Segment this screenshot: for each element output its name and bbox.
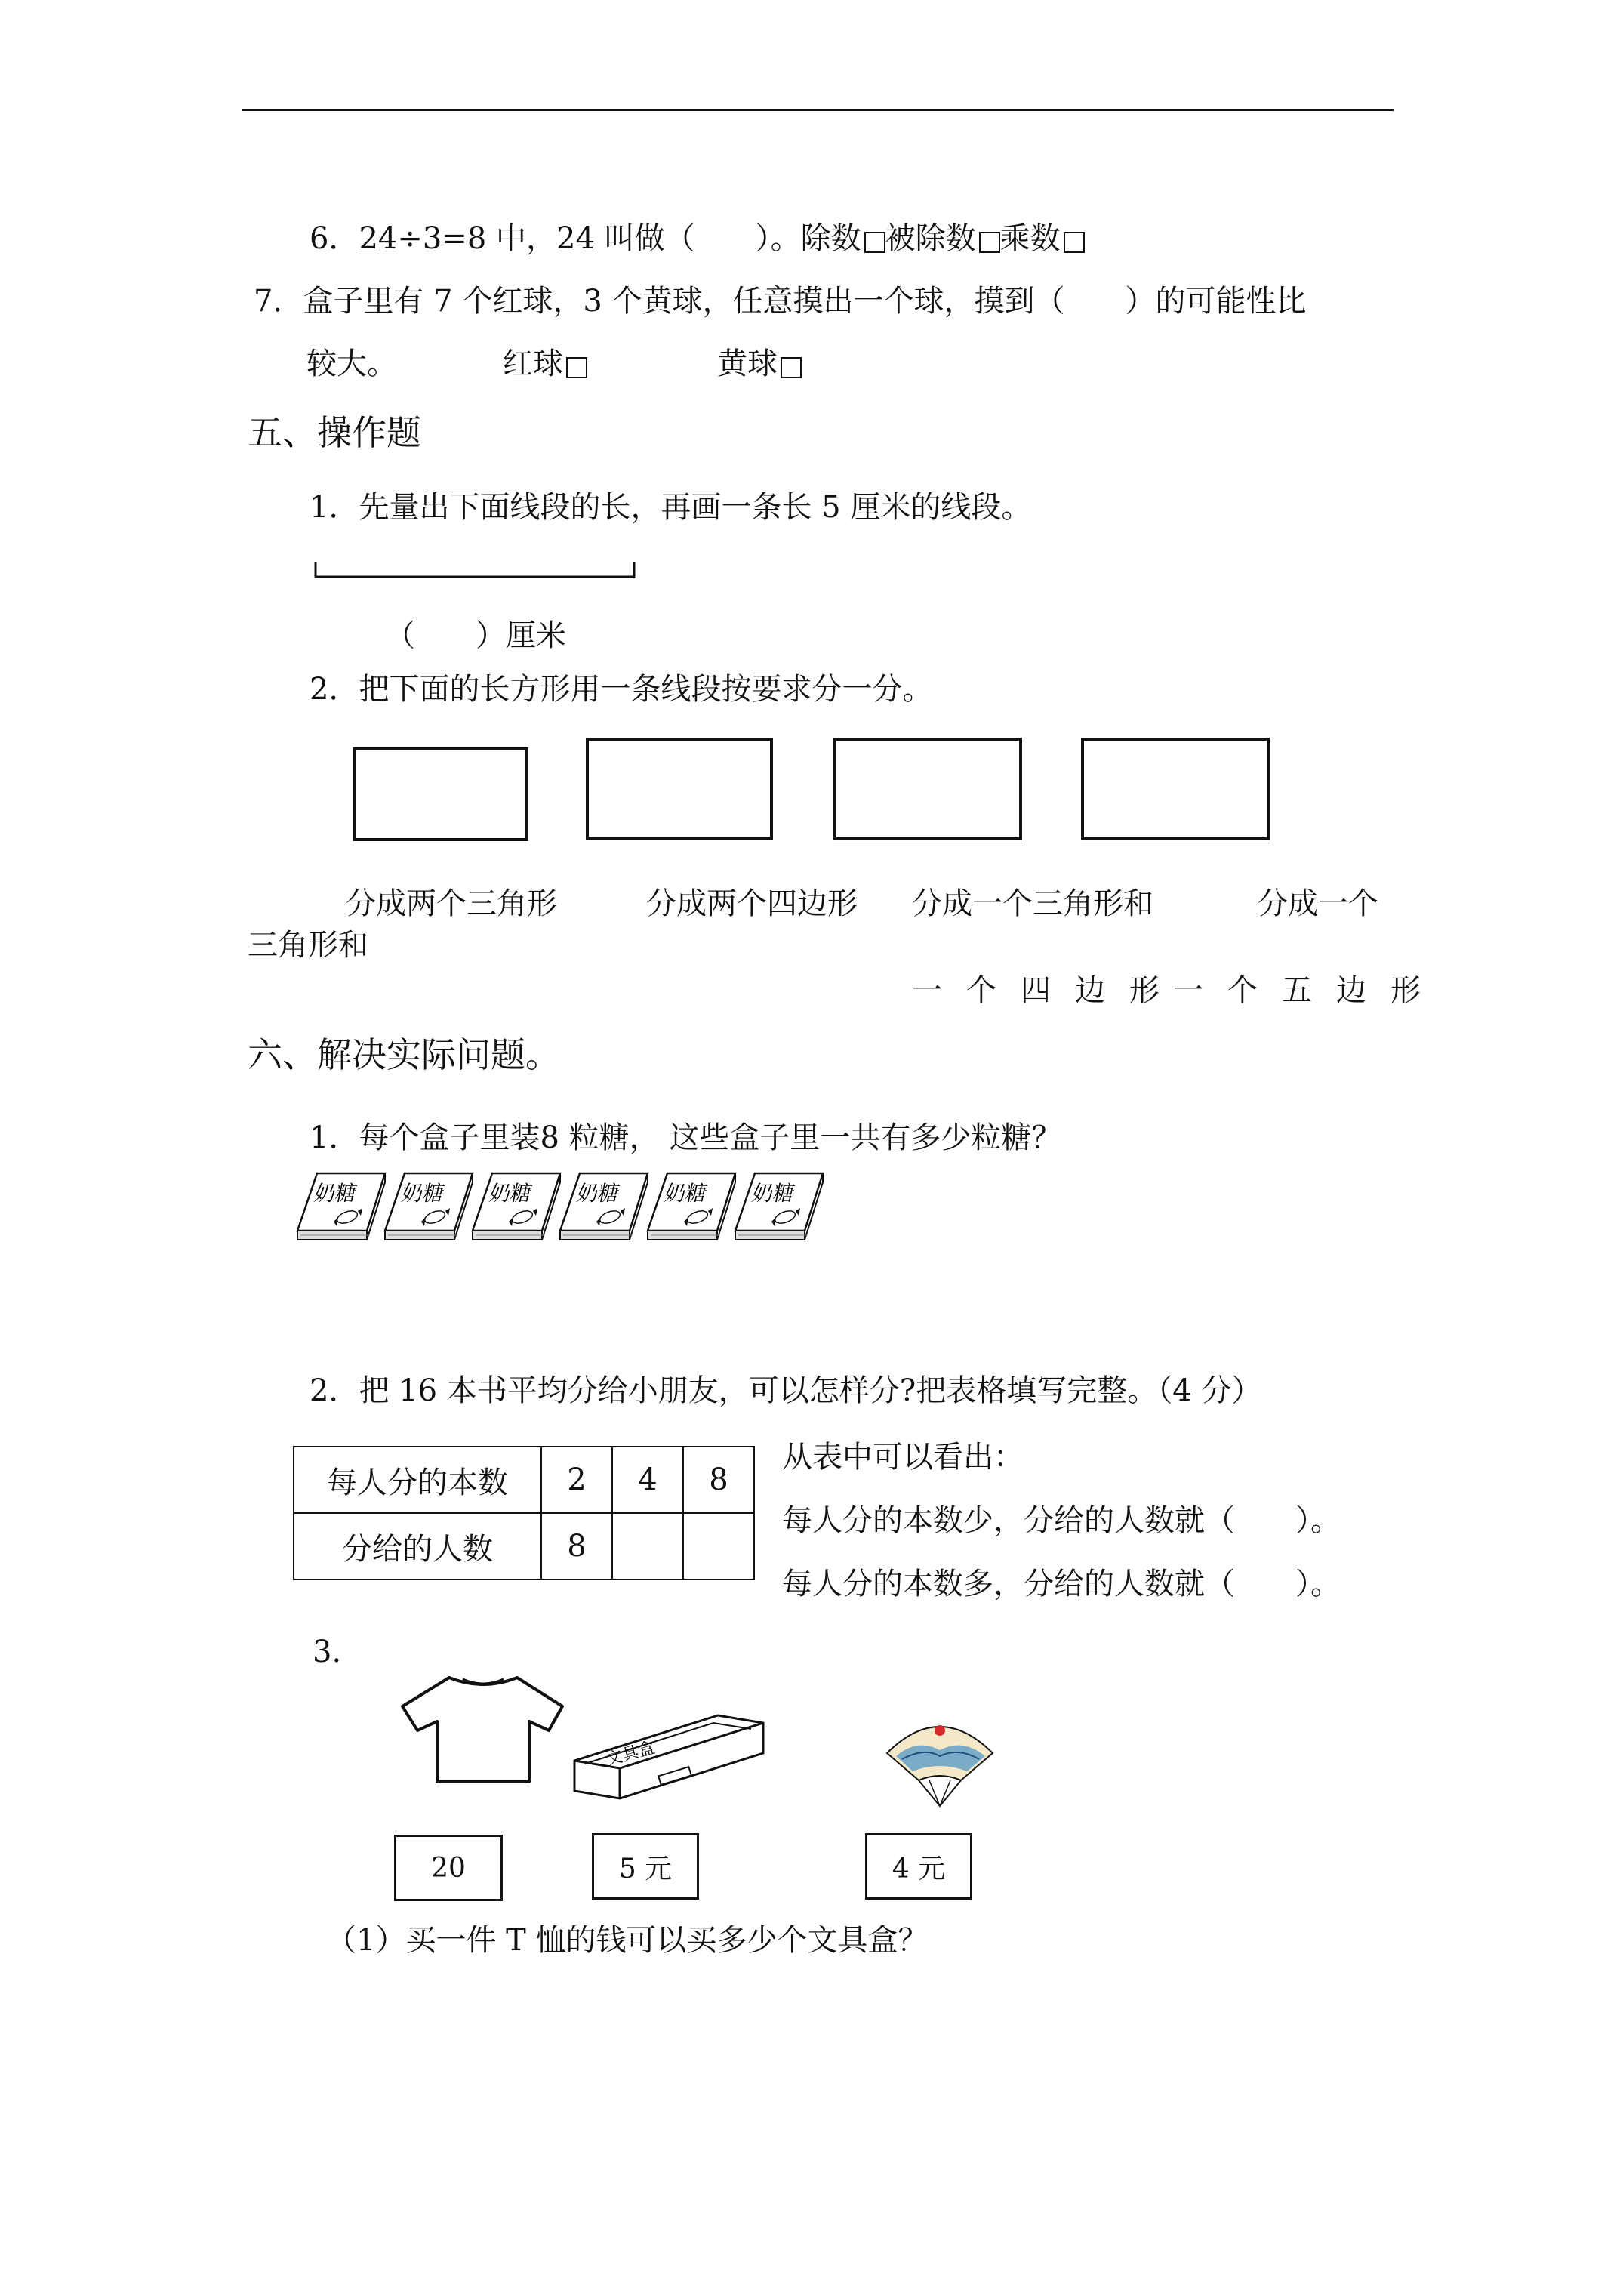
- checkbox-yellow-ball[interactable]: [781, 357, 802, 378]
- candy-box: [385, 1173, 473, 1240]
- option-red-ball-label: 红球: [503, 347, 563, 381]
- price-tag-tshirt: 20: [394, 1835, 503, 1901]
- s5-question-1-answer: （ ）厘米: [385, 618, 566, 653]
- fan-icon: [864, 1708, 1015, 1808]
- option-red-ball: [503, 349, 587, 379]
- question-7-line2: 较大。: [306, 347, 397, 381]
- s5-question-2: 2．把下面的长方形用一条线段按要求分一分。: [310, 672, 933, 707]
- rect-label-1: 分成两个三角形: [346, 886, 557, 921]
- table-note-more: 每人分的本数多，分给的人数就（ ）。: [782, 1567, 1341, 1601]
- table-note-fewer: 每人分的本数少，分给的人数就（ ）。: [782, 1503, 1341, 1538]
- table-cell: 4: [612, 1447, 683, 1513]
- option-yellow-ball: [717, 349, 802, 379]
- table-row: [294, 1447, 754, 1513]
- tshirt-icon: [396, 1669, 570, 1789]
- pencil-box-icon: [570, 1708, 768, 1808]
- svg-text:奶糖: 奶糖: [312, 1182, 359, 1206]
- rectangle-4[interactable]: [1081, 738, 1270, 840]
- books-table: [293, 1446, 755, 1580]
- rect-label-4-continued: 一个五边形: [1173, 973, 1445, 1008]
- s6-question-2: 2．把 16 本书平均分给小朋友，可以怎样分?把表格填写完整。（4 分）: [310, 1373, 1262, 1408]
- table-cell: 2: [541, 1447, 612, 1513]
- rect-label-4: 分成一个: [1258, 886, 1378, 921]
- checkbox-divisor[interactable]: [864, 232, 885, 253]
- svg-text:奶糖: 奶糖: [399, 1182, 447, 1206]
- svg-text:奶糖: 奶糖: [662, 1182, 710, 1206]
- option-yellow-ball-label: 黄球: [717, 347, 778, 381]
- question-6-text: 6．24÷3=8 中，24 叫做（ ）。除数: [310, 221, 861, 256]
- table-cell-blank[interactable]: [683, 1513, 754, 1579]
- pencil-box-label: 文具盒: [603, 1737, 658, 1769]
- table-header-per-person: 每人分的本数: [294, 1447, 541, 1513]
- candy-boxes: [294, 1167, 853, 1244]
- header-rule: [242, 109, 1394, 111]
- question-6: [310, 223, 1085, 254]
- svg-text:奶糖: 奶糖: [574, 1182, 622, 1206]
- option-multiplier: 乘数: [999, 221, 1061, 256]
- candy-box: [648, 1173, 735, 1240]
- rect-label-3: 分成一个三角形和: [912, 886, 1153, 921]
- candy-box: [560, 1173, 648, 1240]
- rect-label-3-continued: 一个四边形: [912, 973, 1184, 1008]
- candy-box: [473, 1173, 560, 1240]
- table-cell: 8: [541, 1513, 612, 1579]
- candy-box: [297, 1173, 385, 1240]
- s5-question-1: 1．先量出下面线段的长，再画一条长 5 厘米的线段。: [310, 490, 1032, 525]
- svg-text:奶糖: 奶糖: [487, 1182, 534, 1206]
- s6-question-3-number: 3.: [313, 1635, 342, 1669]
- price-tag-pencil-box: 5 元: [592, 1833, 699, 1900]
- table-row: [294, 1513, 754, 1579]
- rect-label-2: 分成两个四边形: [646, 886, 858, 921]
- rect-label-continued: 三角形和: [248, 928, 368, 963]
- rectangle-1[interactable]: [353, 747, 528, 841]
- price-tag-fan: 4 元: [865, 1833, 972, 1900]
- s6-question-3-sub1: （1）买一件 T 恤的钱可以买多少个文具盒？: [326, 1923, 929, 1958]
- section-5-title: 五、操作题: [248, 412, 421, 453]
- candy-box: [735, 1173, 823, 1240]
- rectangle-3[interactable]: [833, 738, 1022, 840]
- table-cell-blank[interactable]: [612, 1513, 683, 1579]
- option-dividend: 被除数: [885, 221, 976, 256]
- measure-segment: [313, 559, 639, 581]
- table-note-intro: 从表中可以看出：: [782, 1440, 1024, 1475]
- section-6-title: 六、解决实际问题。: [248, 1034, 560, 1075]
- table-header-people: 分给的人数: [294, 1513, 541, 1579]
- checkbox-multiplier[interactable]: [1064, 232, 1085, 253]
- checkbox-red-ball[interactable]: [566, 357, 587, 378]
- s6-question-1: 1．每个盒子里装8 粒糖， 这些盒子里一共有多少粒糖？: [310, 1120, 1062, 1155]
- question-7-line1: 7．盒子里有 7 个红球，3 个黄球，任意摸出一个球，摸到（ ）的可能性比: [254, 284, 1307, 319]
- rectangle-2[interactable]: [586, 738, 773, 840]
- table-cell: 8: [683, 1447, 754, 1513]
- checkbox-dividend[interactable]: [979, 232, 1000, 253]
- svg-text:奶糖: 奶糖: [750, 1182, 797, 1206]
